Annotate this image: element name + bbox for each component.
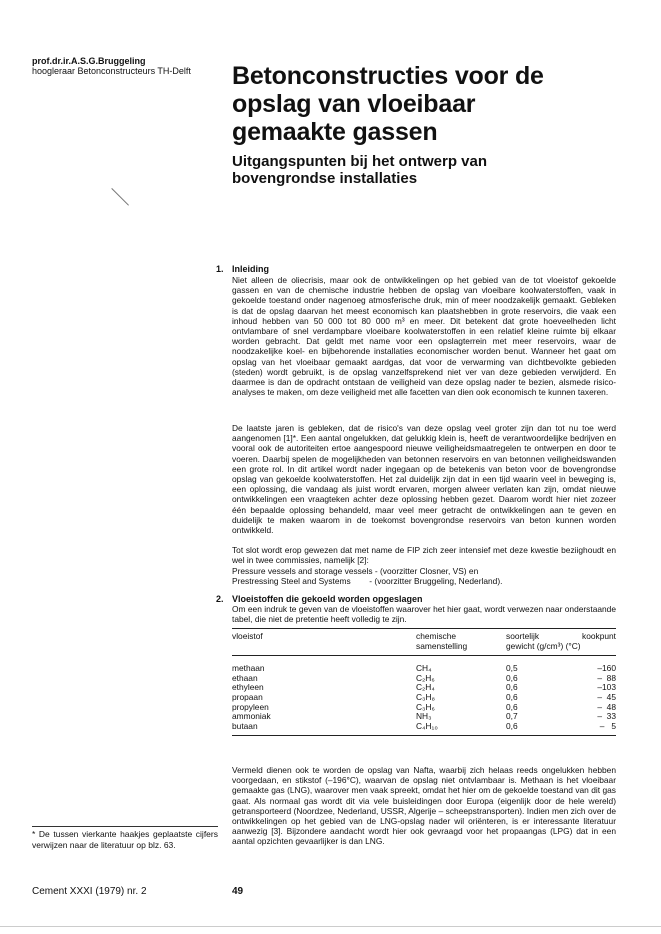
liquid-boiling-point: –160 [597,663,616,674]
liquid-formula: C₄H₁₀ [416,720,438,731]
decorative-mark [111,188,129,206]
footnote: * De tussen vierkante haakjes geplaatste cijfers verwijzen naar de literatuur op blz. 63. [32,826,218,850]
commission-2: Prestressing Steel and Systems - (voorzitter Bruggeling, Nederland). [232,576,503,586]
article-subtitle: Uitgangspunten bij het ontwerp van bovengrondse installaties [232,153,487,187]
page-number: 49 [232,886,244,897]
liquid-name: propyleen [232,701,269,712]
section-1-heading: Inleiding [232,264,269,274]
liquid-name: methaan [232,663,265,674]
liquid-density: 0,6 [506,672,518,683]
section-2-paragraph-after: Vermeld dienen ook te worden de opslag van Nafta, waarbij zich helaas reeds ongelukken hebben voorgedaan, en stikstof (–196°C), waarvan de opslag niet ontvlambaar is. Methaan is het vloeibaar gemaakte gas (LNG), waarover men vaak spreekt, omdat het hier om de gekoelde toestand van dit gas gaat. Als normaal gas wordt dit via vele buisleidingen door Europa (eigenlijk door de hele wereld) getransporteerd (Noordzee, Nederland, USSR, Algerije – scheepstransporten). Indien men zich over de ontwikkelingen op het gebied van de LNG-opslag nader wil oriënteren, is er interessante literatuur aanwezig [3]. Bijzondere aandacht wordt hier ook gevraagd voor het propaangas (LPG) dat in een aantal opzichten gevaarlijker is dan LNG. [232,765,616,847]
section-2-intro: Om een indruk te geven van de vloeistoffen waarover het hier gaat, wordt verwezen naar onderstaande tabel, die niet de pretentie heeft volledig te zijn. [232,604,616,625]
section-2-heading: Vloeistoffen die gekoeld worden opgeslagen [232,594,423,604]
section-1-paragraph-2: De laatste jaren is gebleken, dat de risico's van deze opslag veel groter zijn dan tot nu toe werd aangenomen [1]*. Een aantal ongelukken, dat gelukkig klein is, heeft de verantwoordelijke bedrijven en vooral ook de autoriteiten ertoe aangespoord nieuwe veiligheidsmaatregelen te ontwerpen en door te voeren. Daarbij spelen de mogelijkheden van betonnen reservoirs en van betonnen veiligheidswanden een grote rol. In dit artikel wordt nader ingegaan op de betekenis van beton voor de bovengrondse opslag van gekoelde koolwaterstoffen. Het zal duidelijk zijn dat in een tijd waarin veel in beweging is, een oplossing, die vandaag als juist wordt ervaren, morgen alweer verlaten kan zijn, omdat nieuwe ontwikkelingen een vraagteken achter deze oplossing hebben gezet. Daarom wordt hier niet zozeer één bepaalde oplossing behandeld, maar veel meer getracht de ontwikkelingen aan te geven en duidelijk te maken waarom in de toekomst bovengrondse reservoirs van beton kunnen worden ontwikkeld. [232,423,616,536]
section-1-paragraph-1: Niet alleen de oliecrisis, maar ook de ontwikkelingen op het gebied van de tot vloeistof gekoelde gassen en van de chemische industrie hebben de opslag van vloeibare koolwaterstoffen, vaak in gekoelde toestand onder nagenoeg atmosferische druk, min of meer noodzakelijk gemaakt. Gebleken is dat de opslag daarvan het meest economisch kan plaatshebben in grote reservoirs, die vaak een inhoud hebben van 50 000 tot 80 000 m³ en meer. Dit betekent dat grote hoeveelheden licht ontvlambare of snel verdampbare vloeibare koolwaterstoffen in een relatief kleine ruimte bij elkaar worden gebracht. Dat geldt met name voor een opslagterrein met meer reservoirs, waar de noodzakelijke koel- en bijbehorende installaties economischer worden benut. Wanneer het gaat om opslag van het vloeibaar gemaakt aardgas, dat voor de verwarming van dichtbevolkte gebieden (steden) wordt gebruikt, is de opslag vanzelfsprekend niet ver van deze gebieden verwijderd. En daarmee is dan de opdracht ontstaan de veiligheid van deze opslag nader te bezien, alsmede risico-analyses te maken, om deze veiligheid met alle facetten van dien ook economisch te kunnen taxeren. [232,275,616,398]
liquid-name: ethaan [232,672,258,683]
header-sg-2: gewicht (g/cm³) [506,640,564,651]
header-sg-1: soortelijk [506,631,540,641]
liquid-boiling-point: – 48 [597,701,616,712]
liquid-formula: C₃H₆ [416,701,435,712]
table-row [232,722,616,732]
liquid-density: 0,5 [506,663,518,674]
liquid-name: ethyleen [232,682,264,693]
liquid-name: propaan [232,691,263,702]
header-chem-2: samenstelling [416,640,468,651]
liquid-density: 0,7 [506,711,518,722]
liquid-density: 0,6 [506,682,518,693]
liquid-formula: CH₄ [416,663,432,674]
liquid-formula: C₂H₄ [416,682,435,693]
table-body [232,664,616,731]
liquid-density: 0,6 [506,701,518,712]
commission-1: Pressure vessels and storage vessels - (voorzitter Closner, VS) en [232,566,479,576]
section-1-number: 1. [216,264,224,274]
table-bottom-rule [232,735,616,736]
header-kp-1: kookpunt [582,631,616,641]
journal-reference: Cement XXXI (1979) nr. 2 [32,886,147,897]
liquid-boiling-point: –103 [597,682,616,693]
header-liquid: vloeistof [232,631,263,641]
table-header [232,632,616,651]
table-top-rule [232,628,616,629]
liquid-name: butaan [232,720,258,731]
liquid-boiling-point: – 5 [599,720,616,731]
section-2-number: 2. [216,594,224,604]
liquid-formula: C₂H₆ [416,672,435,683]
liquid-formula: C₃H₈ [416,691,435,702]
author-name: prof.dr.ir.A.S.G.Bruggeling [32,56,146,66]
liquid-boiling-point: – 45 [597,691,616,702]
liquid-formula: NH₃ [416,711,432,722]
page-bottom-edge [0,926,661,927]
section-1-paragraph-3: Tot slot wordt erop gewezen dat met name de FIP zich zeer intensief met deze kwestie beziighoudt en wel in twee commissies, namelijk [2]: [232,545,616,566]
liquid-boiling-point: – 88 [597,672,616,683]
header-chem-1: chemische [416,631,457,641]
liquids-table [232,628,616,736]
liquid-density: 0,6 [506,720,518,731]
table-header-rule [232,655,616,656]
header-kp-2: (°C) [565,640,581,651]
liquid-name: ammoniak [232,711,271,722]
author-affiliation: hoogleraar Betonconstructeurs TH-Delft [32,66,191,76]
liquid-density: 0,6 [506,691,518,702]
liquid-boiling-point: – 33 [597,711,616,722]
article-title: Betonconstructies voor de opslag van vloeibaar gemaakte gassen [232,62,544,146]
